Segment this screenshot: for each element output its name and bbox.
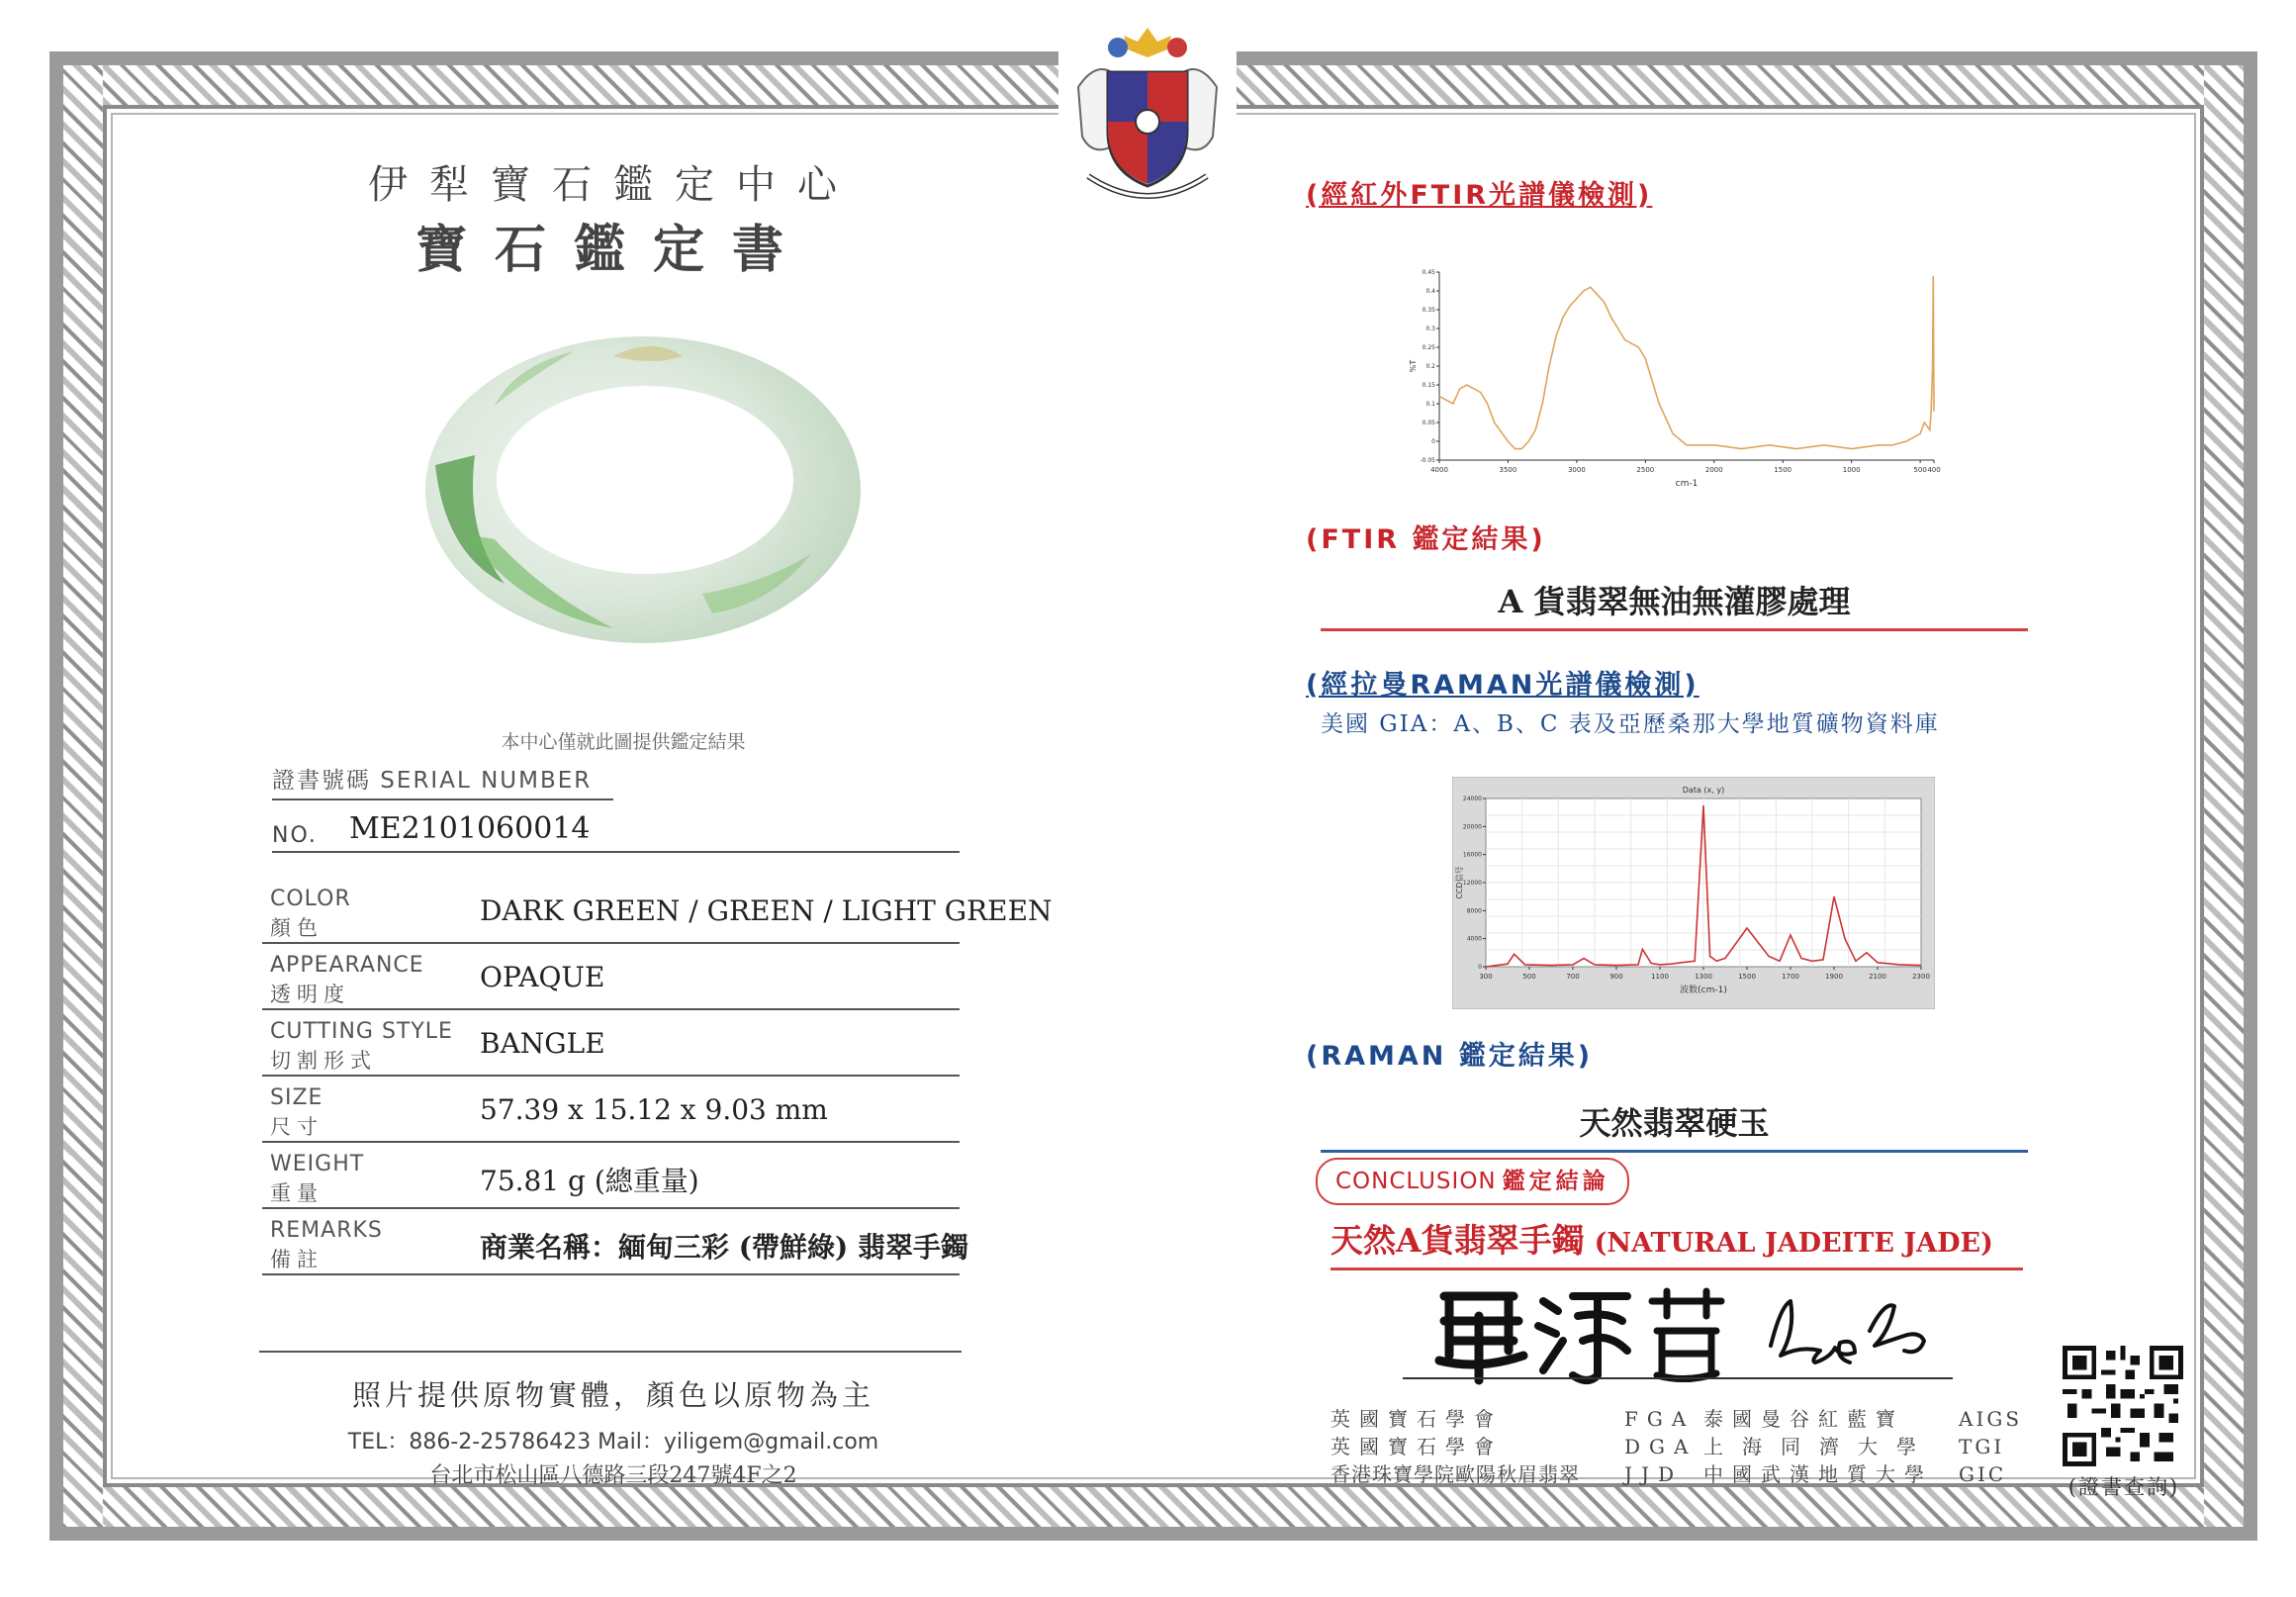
y-axis-label: %T <box>1409 359 1418 373</box>
field-value: 商業名稱：緬甸三彩 (帶鮮綠) 翡翠手鐲 <box>480 1231 968 1264</box>
x-tick-label: 2300 <box>1912 973 1930 981</box>
field-value: 75.81 g (總重量) <box>480 1165 699 1197</box>
serial-number-row <box>272 809 960 853</box>
qr-code[interactable] <box>2063 1346 2183 1466</box>
y-axis-label: CCD信号 <box>1455 866 1464 899</box>
y-tick-label: 0.15 <box>1422 382 1435 389</box>
ftir-result-heading <box>1306 517 1546 556</box>
x-tick-label: 1100 <box>1651 973 1669 981</box>
photo-note: 本中心僅就此圖提供鑑定結果 <box>501 731 746 753</box>
field-label-zh: 顏色 <box>270 916 323 940</box>
conclusion-label-en: CONCLUSION <box>1335 1169 1497 1194</box>
ftir-heading <box>1306 173 1652 212</box>
y-tick-label: 24000 <box>1462 796 1482 802</box>
field-row-remarks <box>262 1208 968 1275</box>
x-tick-label: 700 <box>1566 973 1580 981</box>
y-tick-label: 8000 <box>1466 907 1482 915</box>
ftir-result: A 貨翡翠無油無灌膠處理 <box>1321 577 2028 631</box>
field-row-size <box>262 1076 960 1143</box>
field-label-en: WEIGHT <box>270 1152 365 1176</box>
coat-of-arms-crest <box>1058 18 1237 221</box>
document-title: 寶石鑑定書 <box>414 220 811 280</box>
association-name: 中國武漢地質大學 <box>1703 1462 1933 1486</box>
field-value: BANGLE <box>480 1027 605 1060</box>
raman-result-heading-text: (RAMAN 鑑定結果) <box>1306 1041 1594 1072</box>
x-tick-label: 3000 <box>1567 466 1586 474</box>
ftir-spectrum-chart <box>1400 262 1954 495</box>
conclusion-result-zh: 天然A貨翡翠手鐲 <box>1331 1221 1585 1260</box>
x-tick-label: 1300 <box>1695 973 1712 981</box>
association-name: 英國寶石學會 <box>1331 1435 1503 1458</box>
field-row-cutting-style <box>262 1009 960 1077</box>
x-tick-label: 500 <box>1522 973 1536 981</box>
y-tick-label: 16000 <box>1462 851 1482 859</box>
x-tick-label: 2000 <box>1704 466 1723 474</box>
y-tick-label: 4000 <box>1466 935 1482 943</box>
association-code: DGA <box>1624 1435 1698 1458</box>
association-codes-2 <box>1959 1405 2022 1488</box>
field-label-en: APPEARANCE <box>270 953 424 978</box>
field-label-zh: 尺寸 <box>270 1115 323 1139</box>
chart-title: Data (x, y) <box>1682 786 1725 795</box>
y-tick-label: 20000 <box>1462 823 1482 831</box>
x-axis-label: 波数(cm-1) <box>1680 986 1727 995</box>
field-label-zh: 重量 <box>270 1181 323 1205</box>
field-row-appearance <box>262 943 960 1010</box>
address: 台北市松山區八德路三段247號4F之2 <box>429 1463 797 1488</box>
serial-number-value: ME2101060014 <box>349 811 591 846</box>
field-label-zh: 備註 <box>270 1248 323 1271</box>
field-label-en: CUTTING STYLE <box>270 1019 453 1044</box>
association-name: 上海同濟大學 <box>1703 1435 1935 1458</box>
x-tick-label: 4000 <box>1430 466 1448 474</box>
y-tick-label: 12000 <box>1462 880 1482 887</box>
jade-bangle-photo <box>386 317 900 673</box>
divider <box>259 1351 962 1353</box>
field-label-en: COLOR <box>270 887 351 911</box>
ftir-result-heading-text: (FTIR 鑑定結果) <box>1306 524 1546 555</box>
conclusion-result-en: (NATURAL JADEITE JADE) <box>1594 1228 1993 1259</box>
field-label-zh: 透明度 <box>270 983 350 1006</box>
raman-heading-text: (經拉曼RAMAN光譜儀檢測) <box>1306 670 1699 701</box>
x-tick-label: 300 <box>1479 973 1493 981</box>
association-list-2 <box>1703 1405 1935 1488</box>
center-name: 伊犁寶石鑑定中心 <box>368 162 859 208</box>
x-tick-label: 1000 <box>1842 466 1861 474</box>
y-tick-label: 0 <box>1478 964 1482 971</box>
x-tick-label: 1700 <box>1782 973 1799 981</box>
raman-result: 天然翡翠硬玉 <box>1321 1098 2028 1153</box>
x-tick-label: 1500 <box>1738 973 1756 981</box>
no-label: NO. <box>272 823 318 848</box>
qr-caption: (證書查詢) <box>2067 1475 2180 1499</box>
field-label-en: REMARKS <box>270 1218 383 1243</box>
x-tick-label: 400 <box>1927 466 1941 474</box>
raman-result-heading <box>1306 1034 1593 1073</box>
field-value: 57.39 x 15.12 x 9.03 mm <box>480 1093 828 1126</box>
association-name: 英國寶石學會 <box>1331 1407 1503 1431</box>
x-tick-label: 900 <box>1609 973 1623 981</box>
x-tick-label: 1900 <box>1825 973 1843 981</box>
field-label-en: SIZE <box>270 1085 323 1110</box>
association-code: FGA <box>1624 1407 1696 1431</box>
y-tick-label: 0.2 <box>1425 363 1435 370</box>
association-code: AIGS <box>1959 1407 2023 1431</box>
field-label-zh: 切割形式 <box>270 1049 377 1073</box>
association-name: 香港珠寶學院歐陽秋眉翡翠 <box>1331 1462 1580 1486</box>
series-line <box>1439 276 1934 449</box>
conclusion-label <box>1316 1158 1629 1205</box>
y-tick-label: 0.1 <box>1425 401 1435 408</box>
raman-spectrum-chart <box>1452 777 1935 1009</box>
association-code: TGI <box>1959 1435 2005 1458</box>
photo-disclaimer: 照片提供原物實體，顏色以原物為主 <box>351 1378 874 1412</box>
association-codes-1 <box>1624 1405 1697 1488</box>
x-axis-label: cm-1 <box>1675 479 1699 489</box>
association-code: GIC <box>1959 1462 2007 1486</box>
x-tick-label: 500 <box>1913 466 1927 474</box>
y-tick-label: 0.4 <box>1425 288 1435 295</box>
y-tick-label: 0.35 <box>1422 307 1435 314</box>
ftir-heading-text: (經紅外FTIR光譜儀檢測) <box>1306 180 1653 211</box>
association-list-1 <box>1331 1405 1580 1488</box>
conclusion-label-zh: 鑑定結論 <box>1502 1169 1609 1194</box>
y-tick-label: -0.05 <box>1420 457 1435 464</box>
field-value: OPAQUE <box>480 961 605 993</box>
serial-number-label: 證書號碼 SERIAL NUMBER <box>272 762 613 800</box>
y-tick-label: 0.05 <box>1422 420 1435 426</box>
y-tick-label: 0.45 <box>1422 269 1435 276</box>
gia-reference-note: 美國 GIA：A、B、C 表及亞歷桑那大學地質礦物資料庫 <box>1321 711 1940 737</box>
y-tick-label: 0.25 <box>1422 344 1435 351</box>
contact-info: TEL：886-2-25786423 Mail：yiligem@gmail.com <box>347 1430 879 1455</box>
y-tick-label: 0 <box>1431 438 1435 445</box>
x-tick-label: 2100 <box>1869 973 1886 981</box>
raman-heading <box>1306 663 1699 702</box>
field-row-color <box>262 877 1053 944</box>
x-tick-label: 2500 <box>1636 466 1655 474</box>
y-tick-label: 0.3 <box>1425 326 1435 332</box>
field-value: DARK GREEN / GREEN / LIGHT GREEN <box>480 894 1053 927</box>
signature-line <box>1403 1377 1953 1379</box>
handwritten-signature <box>1405 1276 1959 1385</box>
x-tick-label: 1500 <box>1774 466 1792 474</box>
x-tick-label: 3500 <box>1499 466 1517 474</box>
association-code: JJD <box>1624 1462 1684 1486</box>
association-name: 泰國曼谷紅藍寶 <box>1703 1407 1904 1431</box>
field-row-weight <box>262 1142 960 1209</box>
conclusion-result <box>1331 1215 2023 1270</box>
